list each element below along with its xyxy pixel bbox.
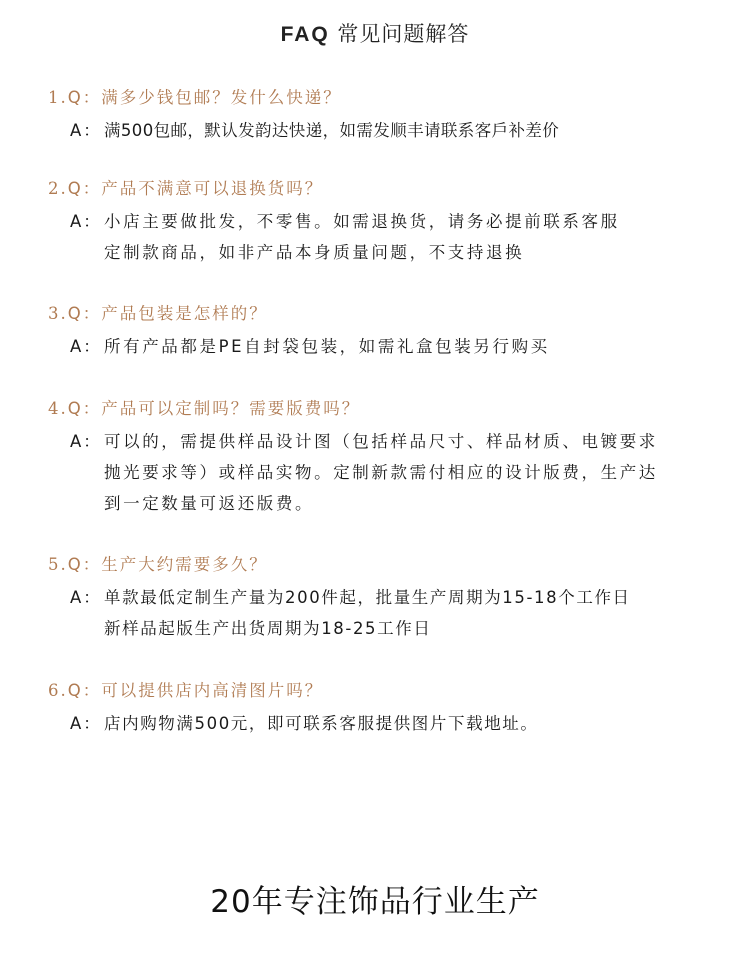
question-line: [48, 84, 342, 108]
answer-marker: A：: [70, 212, 102, 231]
answer-marker: A：: [70, 432, 102, 451]
question-line: [48, 395, 360, 419]
answer-line: 抛光要求等）或样品实物。定制新款需付相应的设计版费，生产达: [104, 463, 658, 482]
question-line: [48, 551, 268, 575]
answer-line: 新样品起版生产出货周期为18-25工作日: [104, 619, 432, 638]
question-marker: Q：: [67, 304, 102, 323]
question-number: 6.: [48, 681, 68, 700]
answer-line: 单款最低定制生产量为200件起，批量生产周期为15-18个工作日: [104, 588, 631, 607]
answer-line: 到一定数量可返还版费。: [104, 494, 315, 513]
answer-line: 定制款商品，如非产品本身质量问题，不支持退换: [104, 243, 525, 262]
question-text: 产品不满意可以退换货吗？: [101, 179, 324, 198]
question-number: 5.: [48, 555, 68, 574]
question-number: 1.: [48, 88, 68, 107]
question-text: 产品可以定制吗？需要版费吗？: [101, 399, 361, 418]
title-text: 常见问题解答: [337, 22, 470, 46]
title-prefix: FAQ: [280, 23, 330, 46]
question-text: 可以提供店内高清图片吗？: [101, 681, 324, 700]
answer-line: 所有产品都是PE自封袋包装，如需礼盒包装另行购买: [104, 337, 550, 356]
answer-line: 小店主要做批发，不零售。如需退换货，请务必提前联系客服: [104, 212, 620, 231]
question-number: 2.: [48, 179, 68, 198]
answer-marker: A：: [70, 337, 102, 356]
answer-line: 店内购物满500元，即可联系客服提供图片下载地址。: [104, 714, 539, 733]
question-line: [48, 175, 323, 199]
answer-marker: A：: [70, 714, 102, 733]
question-number: 3.: [48, 304, 68, 323]
answer-line: 可以的，需提供样品设计图（包括样品尺寸、样品材质、电镀要求: [104, 432, 658, 451]
question-line: [48, 300, 268, 324]
question-number: 4.: [48, 399, 68, 418]
question-marker: Q：: [67, 88, 102, 107]
answer-marker: A：: [70, 121, 102, 140]
page-title: [0, 18, 750, 48]
answer-marker: A：: [70, 588, 102, 607]
question-text: 产品包装是怎样的？: [101, 304, 268, 323]
slogan: 20年专注饰品行业生产: [210, 884, 540, 920]
question-marker: Q：: [67, 399, 102, 418]
question-text: 生产大约需要多久？: [101, 555, 268, 574]
question-line: [48, 677, 323, 701]
question-marker: Q：: [67, 555, 102, 574]
question-marker: Q：: [67, 179, 102, 198]
question-marker: Q：: [67, 681, 102, 700]
answer-line: 满500包邮，默认发韵达快递，如需发顺丰请联系客戶补差价: [104, 121, 560, 140]
question-text: 满多少钱包邮？发什么快递？: [101, 88, 342, 107]
